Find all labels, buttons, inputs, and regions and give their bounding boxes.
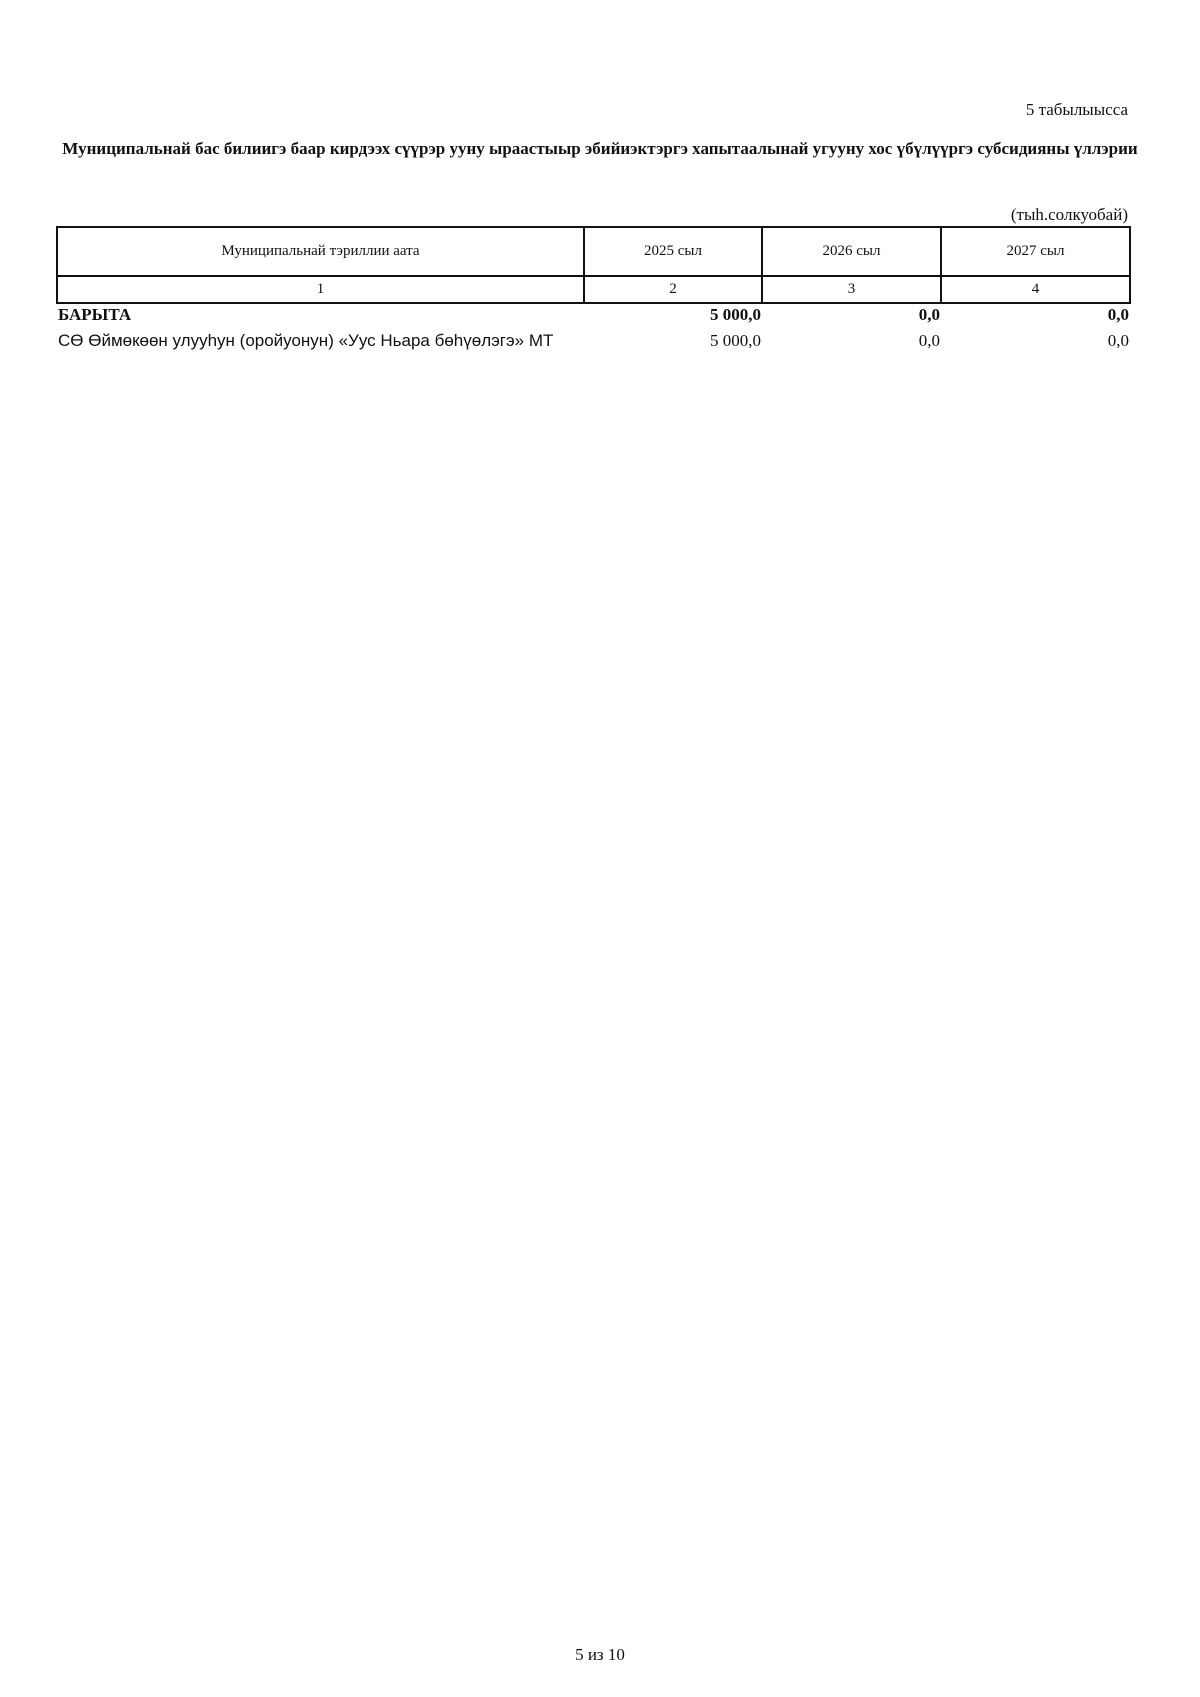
header-row: [57, 227, 1130, 276]
value-2025: 5 000,0: [710, 331, 761, 350]
municipality-name: СӨ Өймөкөөн улууһун (оройуонун) «Уус Ньара бөһүөлэгэ» МТ: [58, 331, 554, 350]
table-body: [58, 304, 1131, 352]
value-2026: 0,0: [918, 331, 940, 350]
appendix-label: 5 табылыысса: [1025, 100, 1128, 119]
column-header-2027: 2027 сыл: [941, 227, 1130, 276]
table-header: [56, 226, 1131, 304]
unit-label: (тыһ.солкуобай): [1010, 205, 1128, 224]
total-value-2025: 5 000,0: [710, 305, 761, 324]
column-number-row: [57, 276, 1130, 303]
total-value-2026: 0,0: [918, 305, 940, 324]
column-number: 3: [762, 276, 941, 303]
value-2027: 0,0: [1107, 331, 1129, 350]
column-header-2026: 2026 сыл: [762, 227, 941, 276]
total-label: БАРЫТА: [58, 305, 132, 324]
page-number: 5 из 10: [575, 1645, 625, 1664]
column-header-2025: 2025 сыл: [584, 227, 762, 276]
total-value-2027: 0,0: [1107, 305, 1129, 324]
column-number: 4: [941, 276, 1130, 303]
table-row: [58, 330, 1131, 352]
document-title: Муниципальнай бас билиигэ баар кирдээх сүүрэр ууну ыраастыыр эбийиэктэргэ хапытаалынай угууну хос үбүлүүргэ субсидияны үллэрии: [62, 139, 1138, 158]
column-number: 1: [57, 276, 584, 303]
total-row: [58, 304, 1131, 326]
column-header-name: Муниципальнай тэриллии аата: [57, 227, 584, 276]
column-number: 2: [584, 276, 762, 303]
